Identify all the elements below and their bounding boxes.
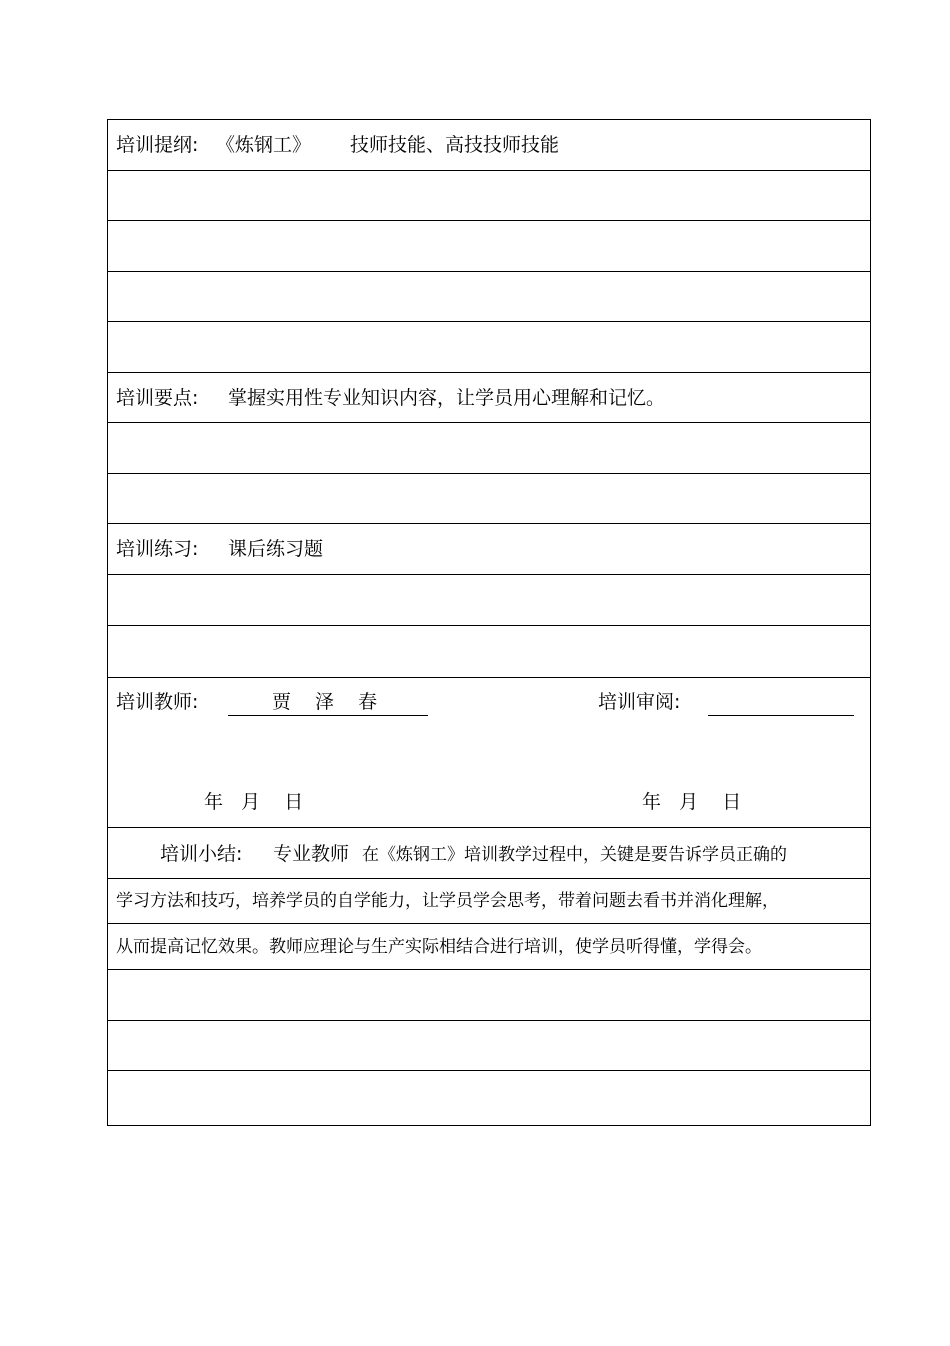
summary-text-1: 在《炼钢工》培训教学过程中，关键是要告诉学员正确的 bbox=[362, 845, 787, 865]
key-points-row bbox=[108, 373, 870, 423]
summary-row-2 bbox=[108, 879, 870, 924]
teacher-label: 培训教师: bbox=[116, 691, 199, 713]
blank-row bbox=[108, 626, 870, 678]
practice-content: 课后练习题 bbox=[228, 538, 324, 560]
blank-row bbox=[108, 272, 870, 322]
blank-row bbox=[108, 171, 870, 221]
outline-row bbox=[108, 120, 870, 171]
summary-row-1 bbox=[108, 828, 870, 879]
blank-row bbox=[108, 322, 870, 373]
training-form bbox=[107, 119, 871, 1126]
review-label: 培训审阅: bbox=[598, 691, 681, 713]
blank-row bbox=[108, 970, 870, 1021]
summary-row-3 bbox=[108, 924, 870, 970]
blank-row bbox=[108, 423, 870, 474]
blank-row bbox=[108, 221, 870, 272]
outline-content: 技师技能、高技技师技能 bbox=[350, 134, 560, 156]
practice-row bbox=[108, 524, 870, 575]
date-right: 年 月 日 bbox=[642, 791, 742, 813]
blank-row bbox=[108, 474, 870, 524]
key-points-label: 培训要点: bbox=[116, 387, 199, 409]
outline-book: 《炼钢工》 bbox=[216, 134, 312, 156]
summary-label: 培训小结: bbox=[160, 843, 243, 865]
teacher-name: 贾 泽 春 bbox=[272, 691, 378, 713]
summary-text-3: 从而提高记忆效果。教师应理论与生产实际相结合进行培训，使学员听得懂，学得会。 bbox=[116, 937, 762, 957]
blank-row bbox=[108, 1071, 870, 1125]
summary-text-2: 学习方法和技巧，培养学员的自学能力，让学员学会思考，带着问题去看书并消化理解， bbox=[116, 891, 779, 911]
outline-label: 培训提纲: bbox=[116, 134, 199, 156]
review-signature-underline bbox=[708, 691, 854, 716]
summary-teacher: 专业教师 bbox=[273, 843, 350, 865]
teacher-row bbox=[108, 678, 870, 828]
key-points-content: 掌握实用性专业知识内容，让学员用心理解和记忆。 bbox=[228, 387, 666, 409]
practice-label: 培训练习: bbox=[116, 538, 199, 560]
blank-row bbox=[108, 1021, 870, 1071]
blank-row bbox=[108, 575, 870, 626]
date-left: 年 月 日 bbox=[204, 791, 304, 813]
